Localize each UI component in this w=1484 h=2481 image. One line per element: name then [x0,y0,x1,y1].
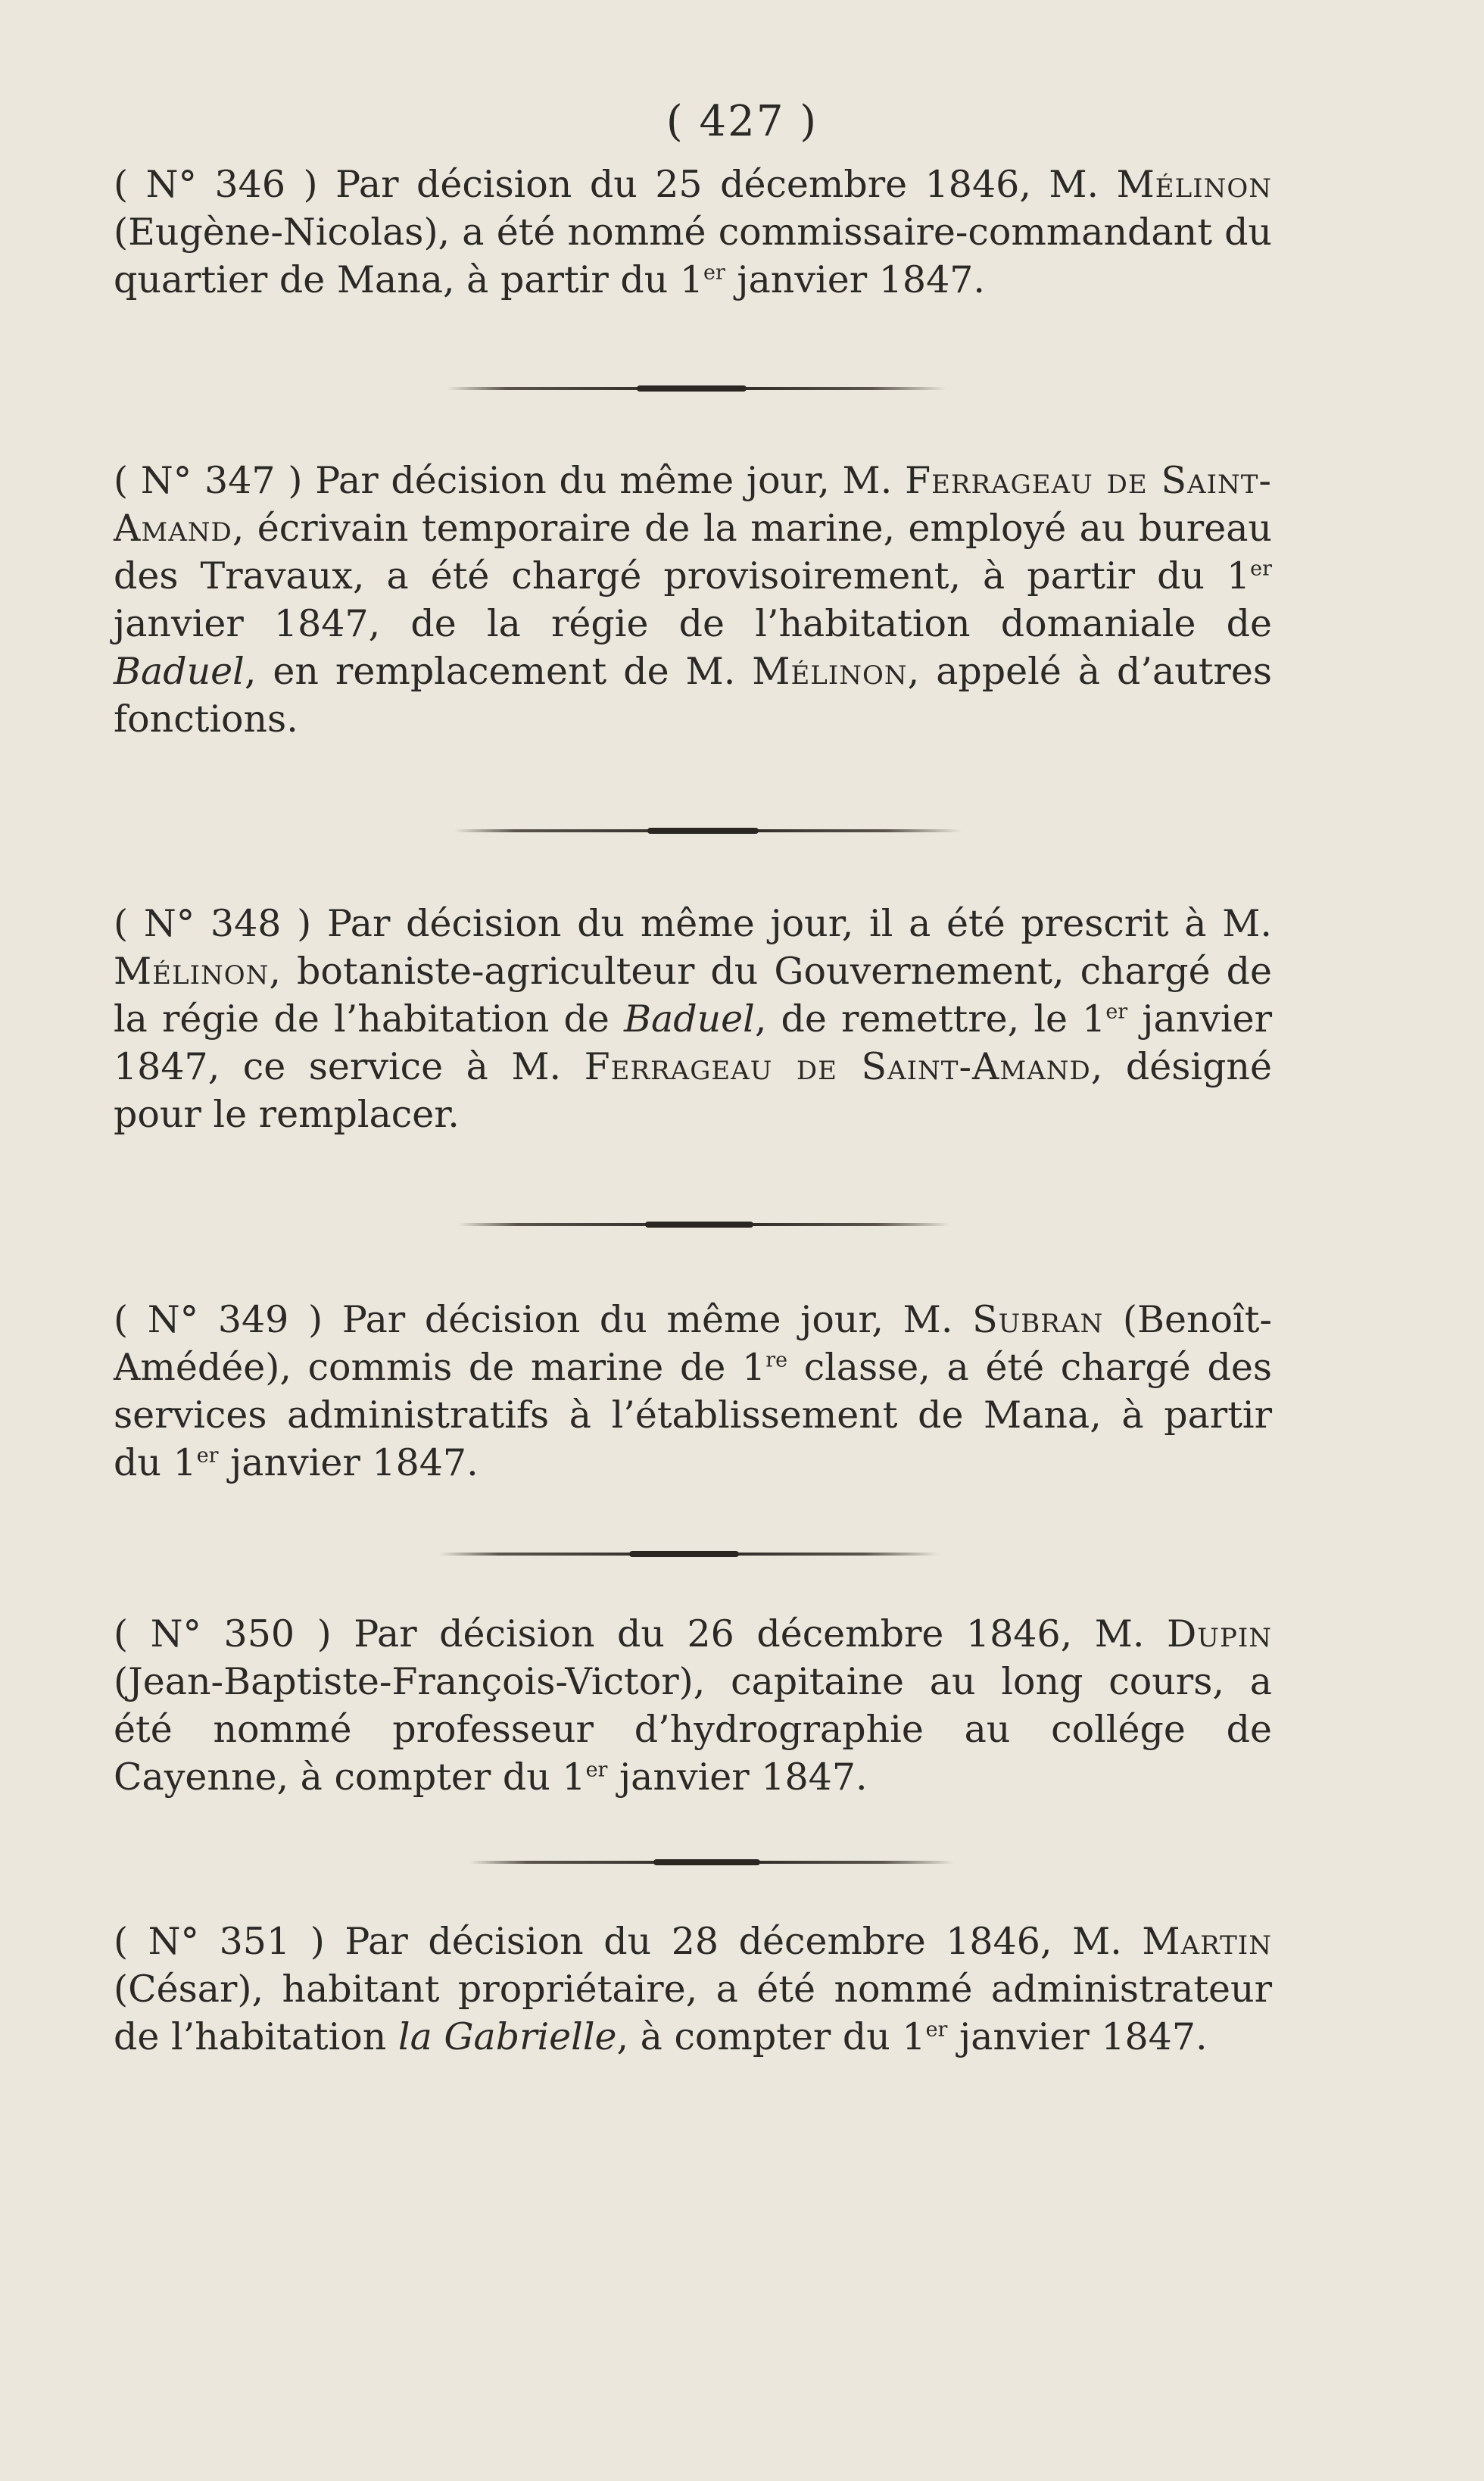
entry-347 [114,457,1272,743]
entry-text: Par décision du 26 décembre 1846, M. [354,1612,1167,1656]
entry-351 [114,1918,1272,2061]
entry-number: ( N° 346 ) [114,163,318,206]
entry-text: janvier 1847, de la régie de l’habitation domaniale de [114,602,1272,645]
separator-rule [458,1223,950,1226]
entry-text: , botaniste-agriculteur du Gouvernement, chargé de la régie de l’habitation de [114,950,1272,1041]
entry-text: (Eugène-Nicolas), a été nommé commissaire-commandant du quartier de Mana, à partir du 1 [114,211,1272,301]
person-name: Ferrageau de Saint-Amand [584,1045,1091,1088]
superscript: er [1105,1000,1128,1024]
superscript: re [765,1348,788,1372]
superscript: er [703,261,725,285]
entry-346 [114,161,1272,304]
entry-text: , en remplacement de M. [244,650,753,693]
entry-number: ( N° 348 ) [114,902,312,945]
entry-text: Par décision du même jour, il a été prescrit à M. [327,902,1272,945]
entry-text: , appelé à d’autres fonctions. [114,650,1272,741]
separator-rule [469,1861,954,1864]
superscript: er [585,1758,608,1782]
place-name: la Gabrielle [398,2015,617,2058]
entry-text: (César), habitant propriétaire, a été nommé administrateur de l’habitation [114,1968,1272,2058]
entry-text: , écrivain temporaire de la marine, employé au bureau des Travaux, a été chargé provisoirement, à partir du 1 [114,507,1272,598]
entry-text: , désigné pour le remplacer. [114,1045,1272,1136]
entry-text: Par décision du 28 décembre 1846, M. [344,1920,1143,1963]
entry-number: ( N° 351 ) [114,1920,325,1963]
place-name: Baduel [114,650,245,693]
person-name: Mélinon [1116,163,1272,206]
separator-rule [447,387,946,390]
entry-348 [114,900,1272,1138]
entry-text: Par décision du même jour, M. [341,1298,973,1341]
entry-text: janvier 1847. [947,2015,1208,2058]
superscript: er [925,2018,948,2042]
person-name: Mélinon [752,650,908,693]
entry-text: classe, a été chargé des services administratifs à l’établissement de Mana, à partir du 1 [114,1346,1272,1484]
entry-text: janvier 1847. [607,1755,868,1799]
person-name: Mélinon [114,950,270,993]
entry-text: (Jean-Baptiste-François-Victor), capitaine au long cours, a été nommé professeur d’hydrographie au collége de Cayenne, à compter du 1 [114,1660,1272,1799]
entry-text: , de remettre, le 1 [754,997,1106,1041]
entry-number: ( N° 349 ) [114,1298,323,1341]
entry-text: Par décision du même jour, M. [315,459,906,502]
entry-text: janvier 1847, ce service à M. [114,997,1272,1088]
person-name: Subran [972,1298,1104,1341]
entry-text: Par décision du 25 décembre 1846, M. [335,163,1117,206]
entry-349 [114,1296,1272,1487]
entry-number: ( N° 347 ) [114,459,303,502]
place-name: Baduel [624,997,755,1041]
entry-text: , à compter du 1 [616,2015,926,2058]
entry-number: ( N° 350 ) [114,1612,332,1656]
entry-350 [114,1610,1272,1801]
separator-rule [454,829,962,832]
page-number: ( 427 ) [666,97,818,146]
person-name: Martin [1142,1920,1272,1963]
entry-text: janvier 1847. [218,1441,479,1484]
person-name: Ferrageau de Saint-Amand [114,459,1272,550]
person-name: Dupin [1167,1612,1272,1656]
entry-text: janvier 1847. [725,258,985,301]
separator-rule [439,1553,939,1556]
entry-text: (Benoît-Amédée), commis de marine de 1 [114,1298,1272,1389]
superscript: er [1250,557,1272,581]
superscript: er [196,1443,219,1468]
